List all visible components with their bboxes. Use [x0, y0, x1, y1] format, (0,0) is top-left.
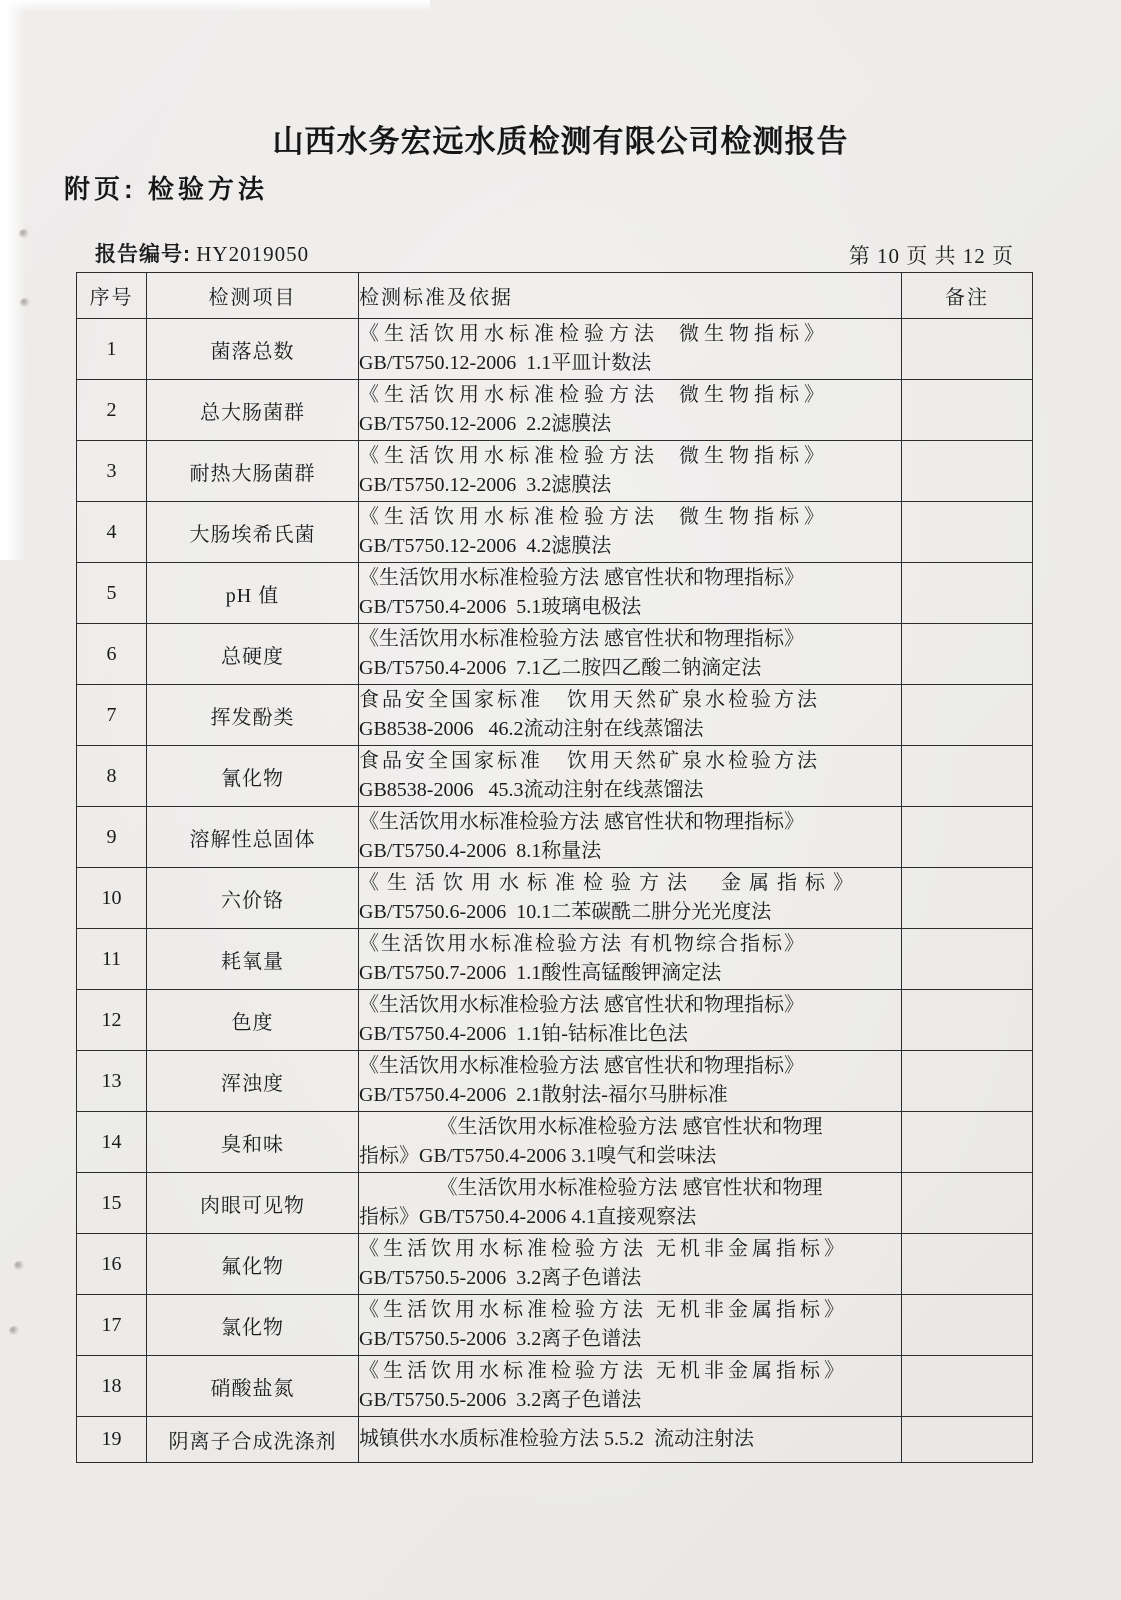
standard-line2: GB/T5750.4-2006 5.1玻璃电极法 [359, 596, 642, 618]
standard-line1: 食品安全国家标准 饮用天然矿泉水检验方法 [359, 750, 820, 772]
punch-hole-mark [20, 298, 31, 307]
table-header [77, 273, 1033, 319]
row-number: 3 [77, 441, 147, 502]
standard-line1: 《生活饮用水标准检验方法 无机非金属指标》 [359, 1238, 848, 1260]
test-item: 大肠埃希氏菌 [147, 502, 359, 563]
test-standard [359, 319, 902, 380]
page-subtitle: 附页: 检验方法 [64, 174, 268, 204]
remark-cell [902, 624, 1033, 685]
remark-cell [902, 502, 1033, 563]
table-body [77, 319, 1033, 1463]
remark-cell [902, 441, 1033, 502]
standard-line1: 《生活饮用水标准检验方法 感官性状和物理 [437, 1177, 823, 1199]
table-row [77, 563, 1033, 624]
standard-line1: 《生活饮用水标准检验方法 感官性状和物理指标》 [359, 994, 804, 1016]
test-item: 氰化物 [147, 746, 359, 807]
standard-line1: 《生活饮用水标准检验方法 微生物指标》 [359, 506, 829, 528]
standard-line1: 《生活饮用水标准检验方法 金属指标》 [359, 872, 861, 894]
header-remark: 备注 [902, 273, 1033, 319]
standard-line1: 《生活饮用水标准检验方法 微生物指标》 [359, 384, 829, 406]
standard-line1: 城镇供水水质标准检验方法 5.5.2 流动注射法 [359, 1428, 754, 1450]
standard-line1: 《生活饮用水标准检验方法 感官性状和物理指标》 [359, 628, 804, 650]
header-method: 检测标准及依据 [359, 273, 902, 319]
test-standard [359, 746, 902, 807]
table-row [77, 380, 1033, 441]
row-number: 4 [77, 502, 147, 563]
standard-line2: GB/T5750.6-2006 10.1二苯碳酰二肼分光光度法 [359, 901, 772, 923]
table-row [77, 746, 1033, 807]
remark-cell [902, 990, 1033, 1051]
row-number: 13 [77, 1051, 147, 1112]
standard-line1: 《生活饮用水标准检验方法 感官性状和物理指标》 [359, 1055, 804, 1077]
remark-cell [902, 1051, 1033, 1112]
header-item: 检测项目 [147, 273, 359, 319]
page-indicator: 第 10 页 共 12 页 [848, 244, 1014, 268]
remark-cell [902, 319, 1033, 380]
row-number: 19 [77, 1417, 147, 1463]
row-number: 8 [77, 746, 147, 807]
row-number: 7 [77, 685, 147, 746]
test-item: 肉眼可见物 [147, 1173, 359, 1234]
row-number: 14 [77, 1112, 147, 1173]
table-row [77, 990, 1033, 1051]
test-item: 总硬度 [147, 624, 359, 685]
row-number: 9 [77, 807, 147, 868]
table-row [77, 685, 1033, 746]
test-item: 阴离子合成洗涤剂 [147, 1417, 359, 1463]
standard-line2: GB/T5750.12-2006 3.2滤膜法 [359, 474, 612, 496]
remark-cell [902, 1295, 1033, 1356]
table-row [77, 1173, 1033, 1234]
remark-cell [902, 868, 1033, 929]
standard-line1: 食品安全国家标准 饮用天然矿泉水检验方法 [359, 689, 820, 711]
test-item: 浑浊度 [147, 1051, 359, 1112]
table-row [77, 807, 1033, 868]
row-number: 12 [77, 990, 147, 1051]
test-standard [359, 929, 902, 990]
standard-line2: GB/T5750.5-2006 3.2离子色谱法 [359, 1389, 642, 1411]
table-row [77, 1112, 1033, 1173]
report-number-label: 报告编号: [95, 243, 191, 266]
test-standard [359, 1295, 902, 1356]
remark-cell [902, 1173, 1033, 1234]
row-number: 1 [77, 319, 147, 380]
test-standard [359, 685, 902, 746]
page-title: 山西水务宏远水质检测有限公司检测报告 [272, 124, 849, 159]
remark-cell [902, 685, 1033, 746]
standard-line2: GB/T5750.12-2006 1.1平皿计数法 [359, 352, 652, 374]
standard-line1: 《生活饮用水标准检验方法 感官性状和物理指标》 [359, 811, 804, 833]
row-number: 6 [77, 624, 147, 685]
test-item: 臭和味 [147, 1112, 359, 1173]
test-standard [359, 441, 902, 502]
row-number: 10 [77, 868, 147, 929]
test-item: 溶解性总固体 [147, 807, 359, 868]
test-standard [359, 624, 902, 685]
remark-cell [902, 1112, 1033, 1173]
test-item: 六价铬 [147, 868, 359, 929]
standard-line2: GB/T5750.5-2006 3.2离子色谱法 [359, 1267, 642, 1289]
remark-cell [902, 1417, 1033, 1463]
table-row [77, 624, 1033, 685]
table-row [77, 1417, 1033, 1463]
standard-line2: 指标》GB/T5750.4-2006 3.1嗅气和尝味法 [359, 1145, 717, 1167]
test-standard [359, 502, 902, 563]
table-row [77, 868, 1033, 929]
row-number: 18 [77, 1356, 147, 1417]
test-standard [359, 807, 902, 868]
row-number: 5 [77, 563, 147, 624]
test-item: 耐热大肠菌群 [147, 441, 359, 502]
test-standard [359, 1234, 902, 1295]
test-item: pH 值 [147, 563, 359, 624]
scanner-edge-highlight [0, 0, 26, 560]
test-item: 耗氧量 [147, 929, 359, 990]
standard-line1: 《生活饮用水标准检验方法 无机非金属指标》 [359, 1360, 848, 1382]
standard-line2: GB/T5750.5-2006 3.2离子色谱法 [359, 1328, 642, 1350]
test-standard [359, 563, 902, 624]
table-row [77, 441, 1033, 502]
remark-cell [902, 1356, 1033, 1417]
test-standard [359, 1173, 902, 1234]
test-item: 挥发酚类 [147, 685, 359, 746]
test-item: 氟化物 [147, 1234, 359, 1295]
test-standard [359, 868, 902, 929]
standard-line1: 《生活饮用水标准检验方法 感官性状和物理指标》 [359, 567, 804, 589]
test-item: 总大肠菌群 [147, 380, 359, 441]
row-number: 17 [77, 1295, 147, 1356]
test-standard [359, 1051, 902, 1112]
test-standard [359, 1356, 902, 1417]
standard-line1: 《生活饮用水标准检验方法 无机非金属指标》 [359, 1299, 848, 1321]
remark-cell [902, 746, 1033, 807]
standard-line2: GB/T5750.4-2006 1.1铂-钴标准比色法 [359, 1023, 688, 1045]
test-item: 菌落总数 [147, 319, 359, 380]
header-no: 序号 [77, 273, 147, 319]
table-header-row [77, 273, 1033, 319]
test-standard [359, 1417, 902, 1463]
remark-cell [902, 929, 1033, 990]
test-item: 色度 [147, 990, 359, 1051]
standard-line2: GB/T5750.7-2006 1.1酸性高锰酸钾滴定法 [359, 962, 722, 984]
punch-hole-mark [9, 1326, 20, 1335]
test-item: 氯化物 [147, 1295, 359, 1356]
table-row [77, 1356, 1033, 1417]
test-standard [359, 380, 902, 441]
row-number: 2 [77, 380, 147, 441]
standard-line1: 《生活饮用水标准检验方法 感官性状和物理 [437, 1116, 823, 1138]
report-number-value: HY2019050 [196, 242, 310, 266]
row-number: 16 [77, 1234, 147, 1295]
scanner-edge-highlight-top [0, 0, 430, 12]
standard-line2: GB/T5750.12-2006 4.2滤膜法 [359, 535, 612, 557]
row-number: 11 [77, 929, 147, 990]
standard-line2: GB8538-2006 46.2流动注射在线蒸馏法 [359, 718, 704, 740]
standard-line1: 《生活饮用水标准检验方法 有机物综合指标》 [359, 933, 806, 955]
standard-line2: GB/T5750.4-2006 2.1散射法-福尔马肼标准 [359, 1084, 728, 1106]
test-item: 硝酸盐氮 [147, 1356, 359, 1417]
standard-line2: GB/T5750.12-2006 2.2滤膜法 [359, 413, 612, 435]
table-row [77, 1051, 1033, 1112]
remark-cell [902, 563, 1033, 624]
table-row [77, 1295, 1033, 1356]
punch-hole-mark [14, 1261, 25, 1270]
test-standard [359, 990, 902, 1051]
test-standard [359, 1112, 902, 1173]
table-row [77, 319, 1033, 380]
standard-line2: 指标》GB/T5750.4-2006 4.1直接观察法 [359, 1206, 697, 1228]
standard-line2: GB/T5750.4-2006 7.1乙二胺四乙酸二钠滴定法 [359, 657, 762, 679]
standard-line2: GB/T5750.4-2006 8.1称量法 [359, 840, 602, 862]
remark-cell [902, 807, 1033, 868]
standard-line1: 《生活饮用水标准检验方法 微生物指标》 [359, 323, 829, 345]
punch-hole-mark [19, 229, 30, 238]
row-number: 15 [77, 1173, 147, 1234]
remark-cell [902, 1234, 1033, 1295]
remark-cell [902, 380, 1033, 441]
standard-line2: GB8538-2006 45.3流动注射在线蒸馏法 [359, 779, 704, 801]
standard-line1: 《生活饮用水标准检验方法 微生物指标》 [359, 445, 829, 467]
table-row [77, 1234, 1033, 1295]
table-row [77, 502, 1033, 563]
table-row [77, 929, 1033, 990]
test-methods-table [76, 272, 1033, 1463]
